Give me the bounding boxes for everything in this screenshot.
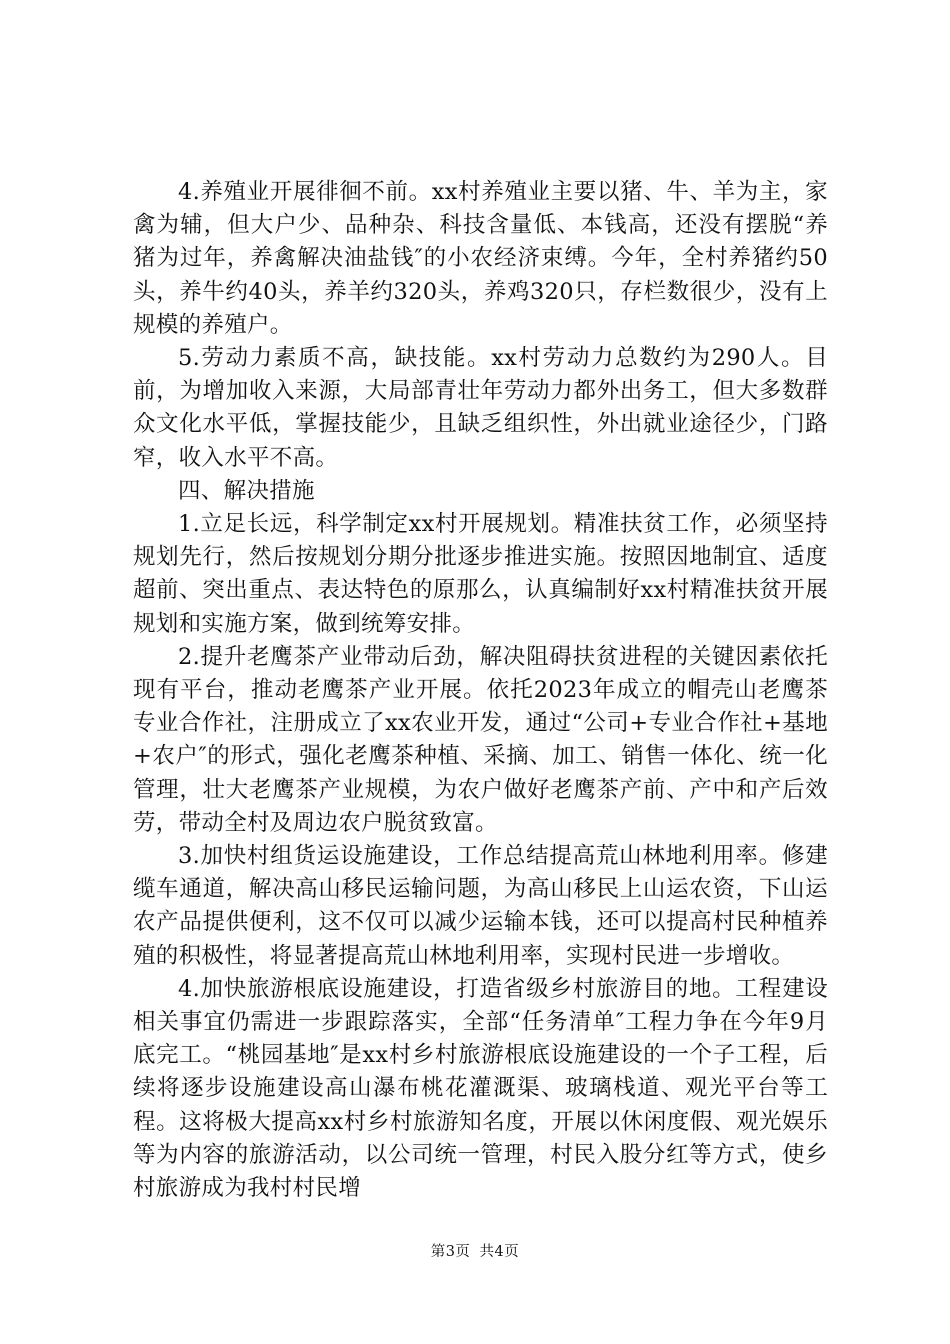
page-number: 第3页 bbox=[430, 1244, 471, 1260]
paragraph-tea-industry: 2.提升老鹰茶产业带动后劲，解决阻碍扶贫进程的关键因素依托现有平台，推动老鹰茶产业开展。依托2023年成立的帽壳山老鹰茶专业合作社，注册成立了xx农业开发，通过“公司+专业合作社+基地+农户″的形式，强化老鹰茶种植、采摘、加工、销售一体化、统一化管理，壮大老鹰茶产业规模，为农户做好老鹰茶产前、产中和产后效劳，带动全村及周边农户脱贫致富。 bbox=[133, 643, 828, 836]
paragraph-labor: 5.劳动力素质不高，缺技能。xx村劳动力总数约为290人。目前，为增加收入来源，大局部青壮年劳动力都外出务工，但大多数群众文化水平低，掌握技能少，且缺乏组织性，外出就业途径少，门路窄，收入水平不高。 bbox=[133, 345, 828, 471]
document-body bbox=[133, 176, 828, 1205]
paragraph-tourism: 4.加快旅游根底设施建设，打造省级乡村旅游目的地。工程建设相关事宜仍需进一步跟踪落实，全部“任务清单″工程力争在今年9月底完工。“桃园基地″是xx村乡村旅游根底设施建设的一个子工程，后续将逐步设施建设高山瀑布桃花灌溉渠、玻璃栈道、观光平台等工程。这将极大提高xx村乡村旅游知名度，开展以休闲度假、观光娱乐等为内容的旅游活动，以公司统一管理，村民入股分红等方式，使乡村旅游成为我村村民增 bbox=[133, 975, 828, 1202]
page-total: 共4页 bbox=[479, 1244, 520, 1260]
section-heading-measures: 四、解决措施 bbox=[178, 477, 315, 504]
paragraph-livestock: 4.养殖业开展徘徊不前。xx村养殖业主要以猪、牛、羊为主，家禽为辅，但大户少、品种杂、科技含量低、本钱高，还没有摆脱“养猪为过年，养禽解决油盐钱″的小农经济束缚。今年，全村养猪约50头，养牛约40头，养羊约320头，养鸡320只，存栏数很少，没有上规模的养殖户。 bbox=[133, 179, 828, 338]
paragraph-planning: 1.立足长远，科学制定xx村开展规划。精准扶贫工作，必须坚持规划先行，然后按规划分期分批逐步推进实施。按照因地制宜、适度超前、突出重点、表达特色的原那么，认真编制好xx村精准扶贫开展规划和实施方案，做到统筹安排。 bbox=[133, 511, 828, 637]
paragraph-freight: 3.加快村组货运设施建设，工作总结提高荒山林地利用率。修建缆车通道，解决高山移民运输问题，为高山移民上山运农资，下山运农产品提供便利，这不仅可以减少运输本钱，还可以提高村民种植养殖的积极性，将显著提高荒山林地利用率，实现村民进一步增收。 bbox=[133, 843, 828, 969]
page-footer bbox=[0, 1242, 950, 1262]
